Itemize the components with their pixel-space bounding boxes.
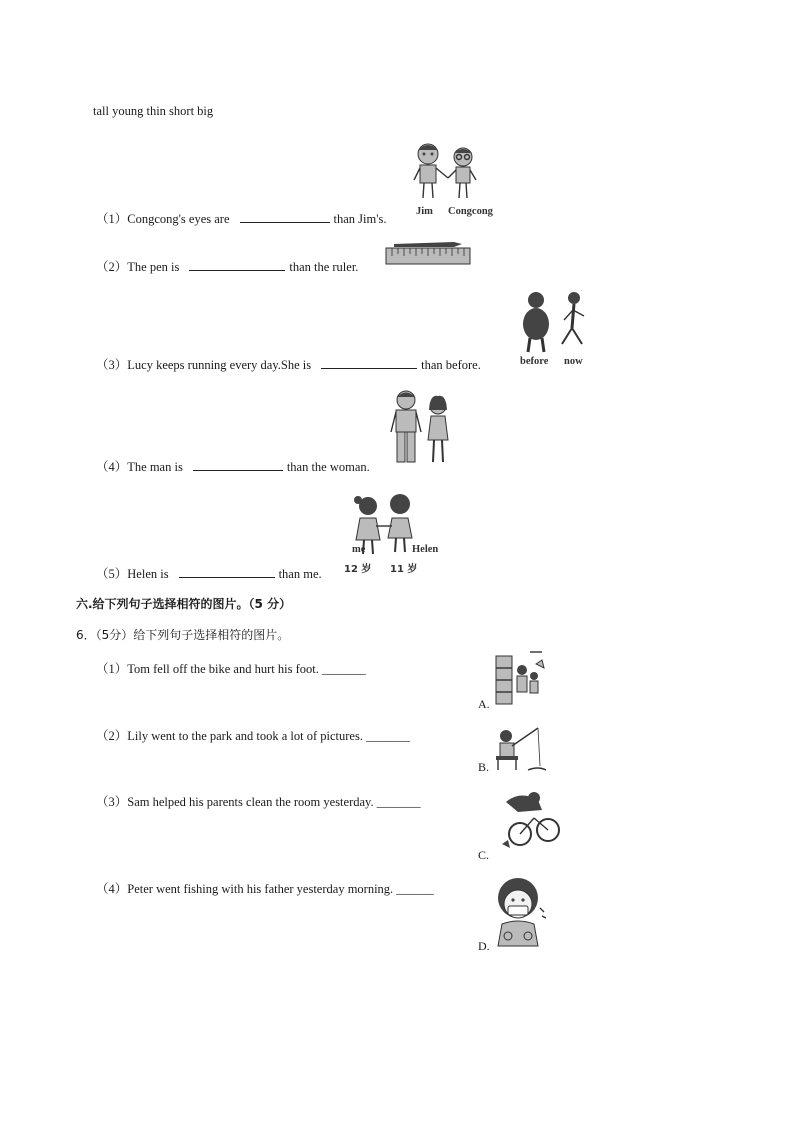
part5-question-4: （4）The man is than the woman. <box>96 460 370 474</box>
q1-label-jim: Jim <box>416 206 433 217</box>
option-b-label: B. <box>478 760 490 774</box>
q5-label-helen: Helen <box>412 544 439 555</box>
answer-blank-4[interactable] <box>193 458 283 471</box>
part5-question-3: （3）Lucy keeps running every day.She is than before. <box>96 358 481 372</box>
option-c-picture <box>498 790 566 852</box>
part6-question-4: （4）Peter went fishing with his father yesterday morning. ______ <box>96 882 434 896</box>
part6-question-2: （2）Lily went to the park and took a lot of pictures. _______ <box>96 729 410 743</box>
option-d-label: D. <box>478 939 490 953</box>
question-6-header: 6．（5分）给下列句子选择相符的图片。 <box>76 628 290 642</box>
part6-question-1: （1）Tom fell off the bike and hurt his foot. _______ <box>96 662 366 676</box>
q1-picture <box>408 140 503 220</box>
q5-label-age-helen: 11 岁 <box>390 564 418 575</box>
q3-label-now: now <box>564 356 583 367</box>
q5-label-age-me: 12 岁 <box>344 564 372 575</box>
option-d-picture <box>488 872 554 952</box>
q4-picture <box>388 388 456 468</box>
word-bank: tall young thin short big <box>93 104 214 118</box>
answer-blank-3[interactable] <box>321 356 417 369</box>
q5-label-me: me <box>352 544 366 555</box>
q2-picture <box>384 238 472 268</box>
option-a-picture <box>492 650 552 708</box>
q5-picture <box>338 490 448 580</box>
option-b-picture <box>492 726 548 772</box>
part5-question-5: （5）Helen is than me. <box>96 567 322 581</box>
part6-question-3: （3）Sam helped his parents clean the room yesterday. _______ <box>96 795 421 809</box>
answer-blank-2[interactable] <box>189 258 285 271</box>
section-6-heading: 六.给下列句子选择相符的图片。（5 分） <box>76 597 292 611</box>
answer-blank-1[interactable] <box>240 210 330 223</box>
answer-blank-5[interactable] <box>179 565 275 578</box>
option-c-label: C. <box>478 848 490 862</box>
option-a-label: A. <box>478 697 490 711</box>
part5-question-1: （1）Congcong's eyes are than Jim's. <box>96 212 387 226</box>
q1-label-congcong: Congcong <box>448 206 493 217</box>
q3-picture <box>518 286 592 368</box>
part5-question-2: （2）The pen is than the ruler. <box>96 260 359 274</box>
q3-label-before: before <box>520 356 549 367</box>
